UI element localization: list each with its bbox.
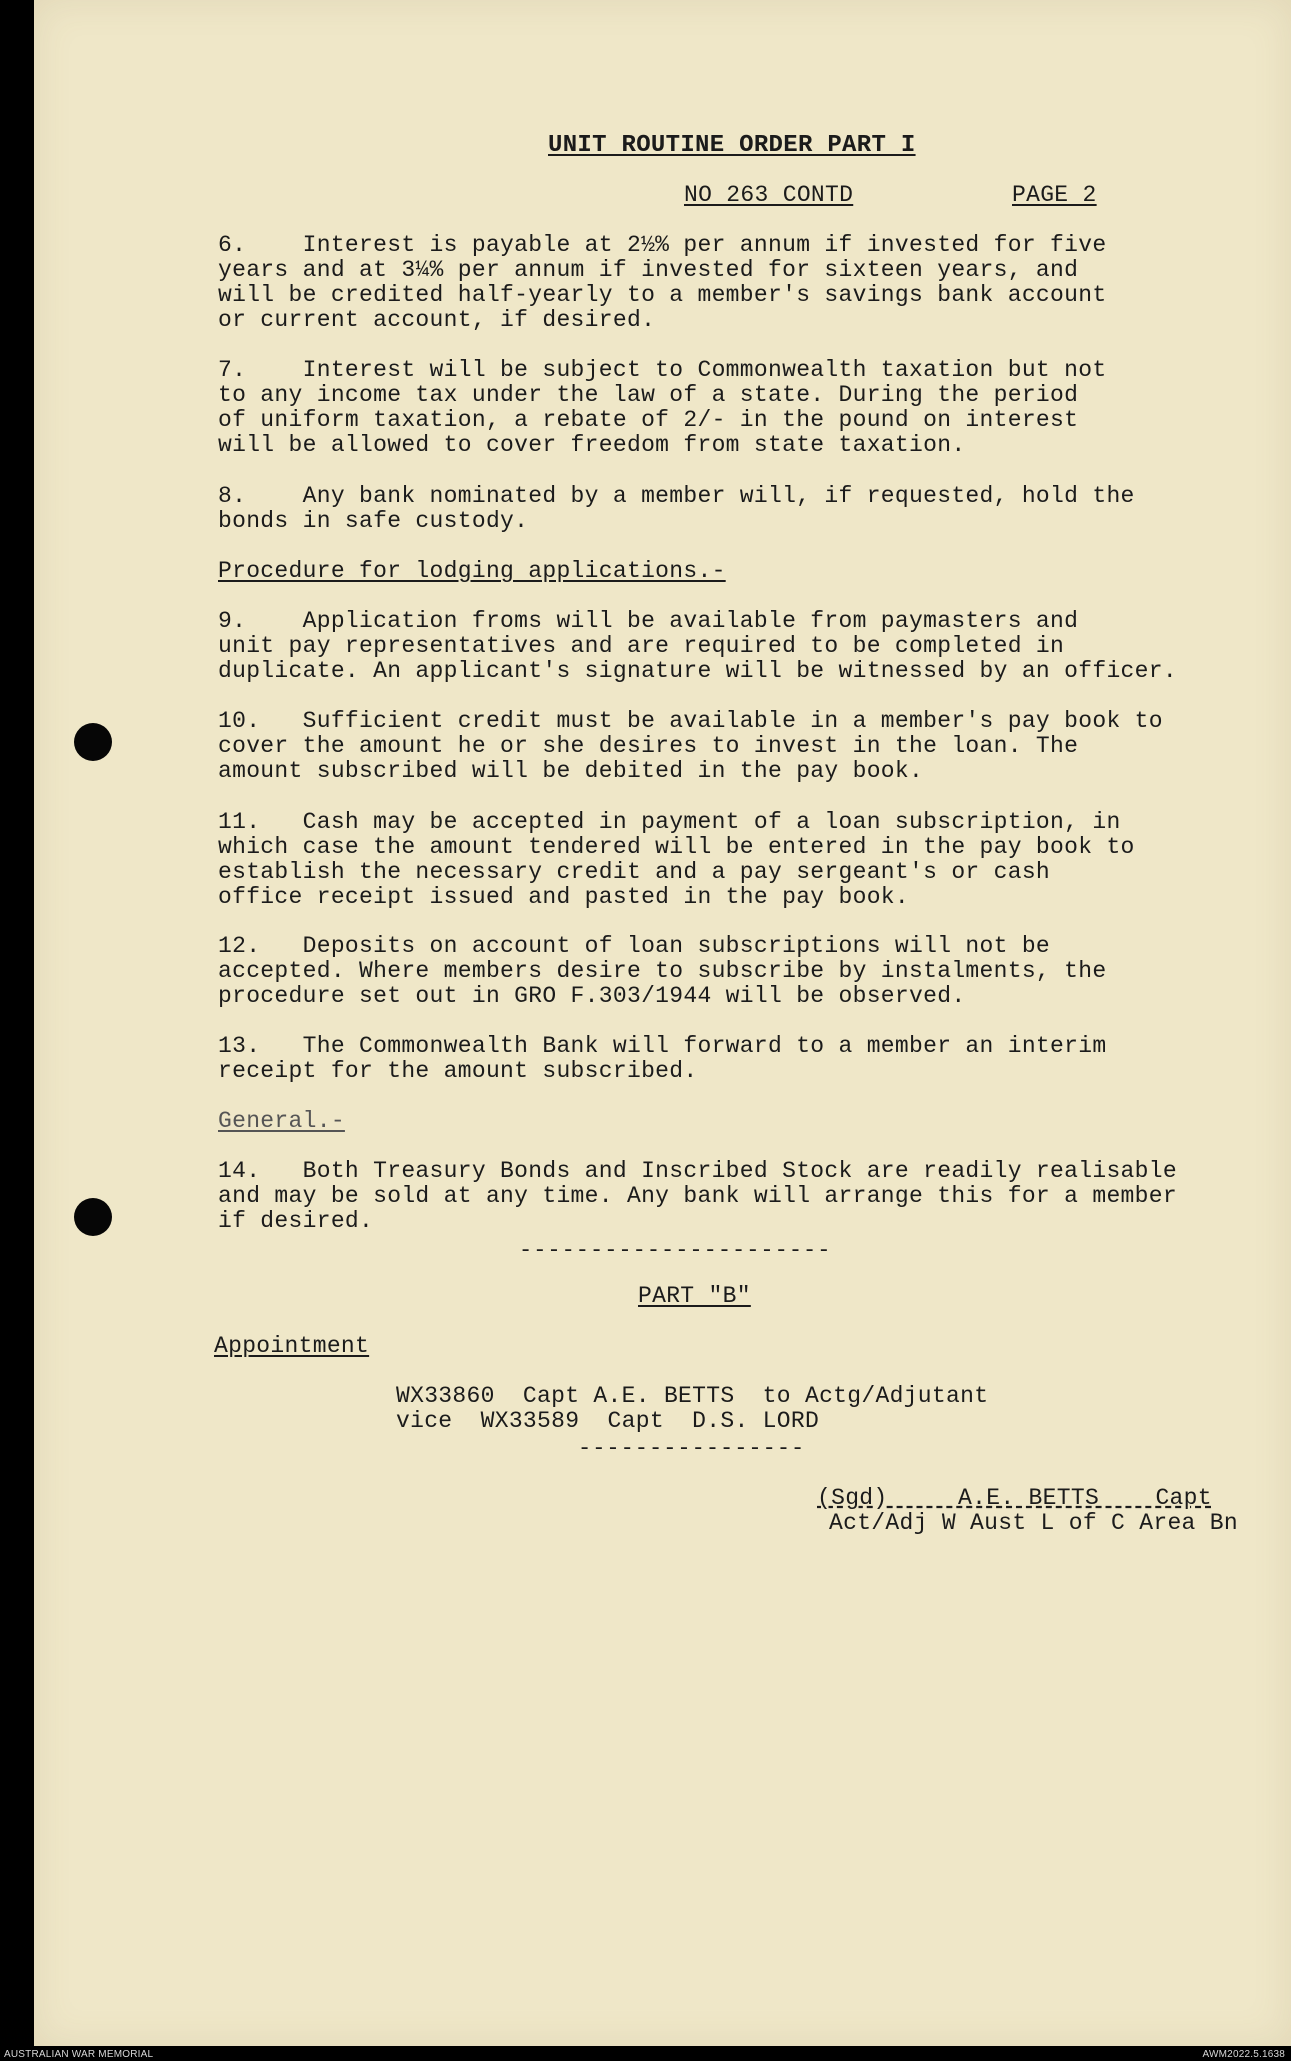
paragraph-6-line-1: 6. Interest is payable at 2½% per annum if invested for five [218, 232, 1107, 258]
appointment-line-2: vice WX33589 Capt D.S. LORD [396, 1408, 820, 1434]
paragraph-7-line-4: will be allowed to cover freedom from state taxation. [218, 432, 966, 458]
appointment-heading: Appointment [214, 1333, 370, 1359]
paragraph-6-line-4: or current account, if desired. [218, 307, 656, 333]
footer-reference: AWM2022.5.1638 [1202, 2049, 1285, 2060]
paragraph-11-line-2: which case the amount tendered will be entered in the pay book to [218, 834, 1135, 860]
punch-hole-top [74, 723, 112, 761]
paragraph-10-line-2: cover the amount he or she desires to invest in the loan. The [218, 733, 1079, 759]
paragraph-6-line-3: will be credited half-yearly to a member's savings bank account [218, 282, 1107, 308]
footer-bar [0, 2047, 1291, 2061]
document-page [34, 0, 1291, 2046]
order-number: NO 263 CONTD [684, 182, 854, 208]
paragraph-12-line-3: procedure set out in GRO F.303/1944 will be observed. [218, 983, 966, 1009]
separator-line-1: ---------------------- [519, 1238, 832, 1263]
order-title: UNIT ROUTINE ORDER PART I [548, 132, 916, 159]
paragraph-12-line-1: 12. Deposits on account of loan subscriptions will not be [218, 933, 1051, 959]
footer-source: AUSTRALIAN WAR MEMORIAL [4, 2049, 154, 2060]
paragraph-10-line-1: 10. Sufficient credit must be available in a member's pay book to [218, 708, 1163, 734]
separator-line-2: ---------------- [578, 1436, 806, 1461]
paragraph-11-line-4: office receipt issued and pasted in the pay book. [218, 884, 910, 910]
paragraph-9-line-1: 9. Application froms will be available from paymasters and [218, 608, 1079, 634]
paragraph-11-line-1: 11. Cash may be accepted in payment of a loan subscription, in [218, 809, 1121, 835]
paragraph-13-line-2: receipt for the amount subscribed. [218, 1058, 698, 1084]
paragraph-7-line-1: 7. Interest will be subject to Commonwealth taxation but not [218, 357, 1107, 383]
page-number: PAGE 2 [1012, 182, 1097, 208]
paragraph-14-line-2: and may be sold at any time. Any bank will arrange this for a member [218, 1183, 1177, 1209]
appointment-line-1: WX33860 Capt A.E. BETTS to Actg/Adjutant [396, 1383, 989, 1409]
paragraph-7-line-3: of uniform taxation, a rebate of 2/- in the pound on interest [218, 407, 1079, 433]
paragraph-13-line-1: 13. The Commonwealth Bank will forward to a member an interim [218, 1033, 1107, 1059]
paragraph-9-line-2: unit pay representatives and are required to be completed in [218, 633, 1065, 659]
paragraph-6-line-2: years and at 3¼% per annum if invested for sixteen years, and [218, 257, 1079, 283]
paragraph-8-line-2: bonds in safe custody. [218, 508, 529, 534]
paragraph-10-line-3: amount subscribed will be debited in the pay book. [218, 758, 924, 784]
paragraph-14-line-1: 14. Both Treasury Bonds and Inscribed Stock are readily realisable [218, 1158, 1177, 1184]
paragraph-14-line-3: if desired. [218, 1208, 374, 1234]
signature-title: Act/Adj W Aust L of C Area Bn [829, 1510, 1238, 1536]
punch-hole-bottom [74, 1198, 112, 1236]
signature-line: (Sgd) A.E. BETTS Capt [817, 1485, 1212, 1511]
paragraph-11-line-3: establish the necessary credit and a pay sergeant's or cash [218, 859, 1051, 885]
part-b-heading: PART "B" [638, 1283, 751, 1309]
procedure-heading: Procedure for lodging applications.- [218, 558, 726, 584]
paragraph-7-line-2: to any income tax under the law of a state. During the period [218, 382, 1079, 408]
paragraph-12-line-2: accepted. Where members desire to subscribe by instalments, the [218, 958, 1107, 984]
paragraph-9-line-3: duplicate. An applicant's signature will be witnessed by an officer. [218, 658, 1177, 684]
paragraph-8-line-1: 8. Any bank nominated by a member will, if requested, hold the [218, 483, 1135, 509]
general-heading: General.- [218, 1108, 345, 1134]
